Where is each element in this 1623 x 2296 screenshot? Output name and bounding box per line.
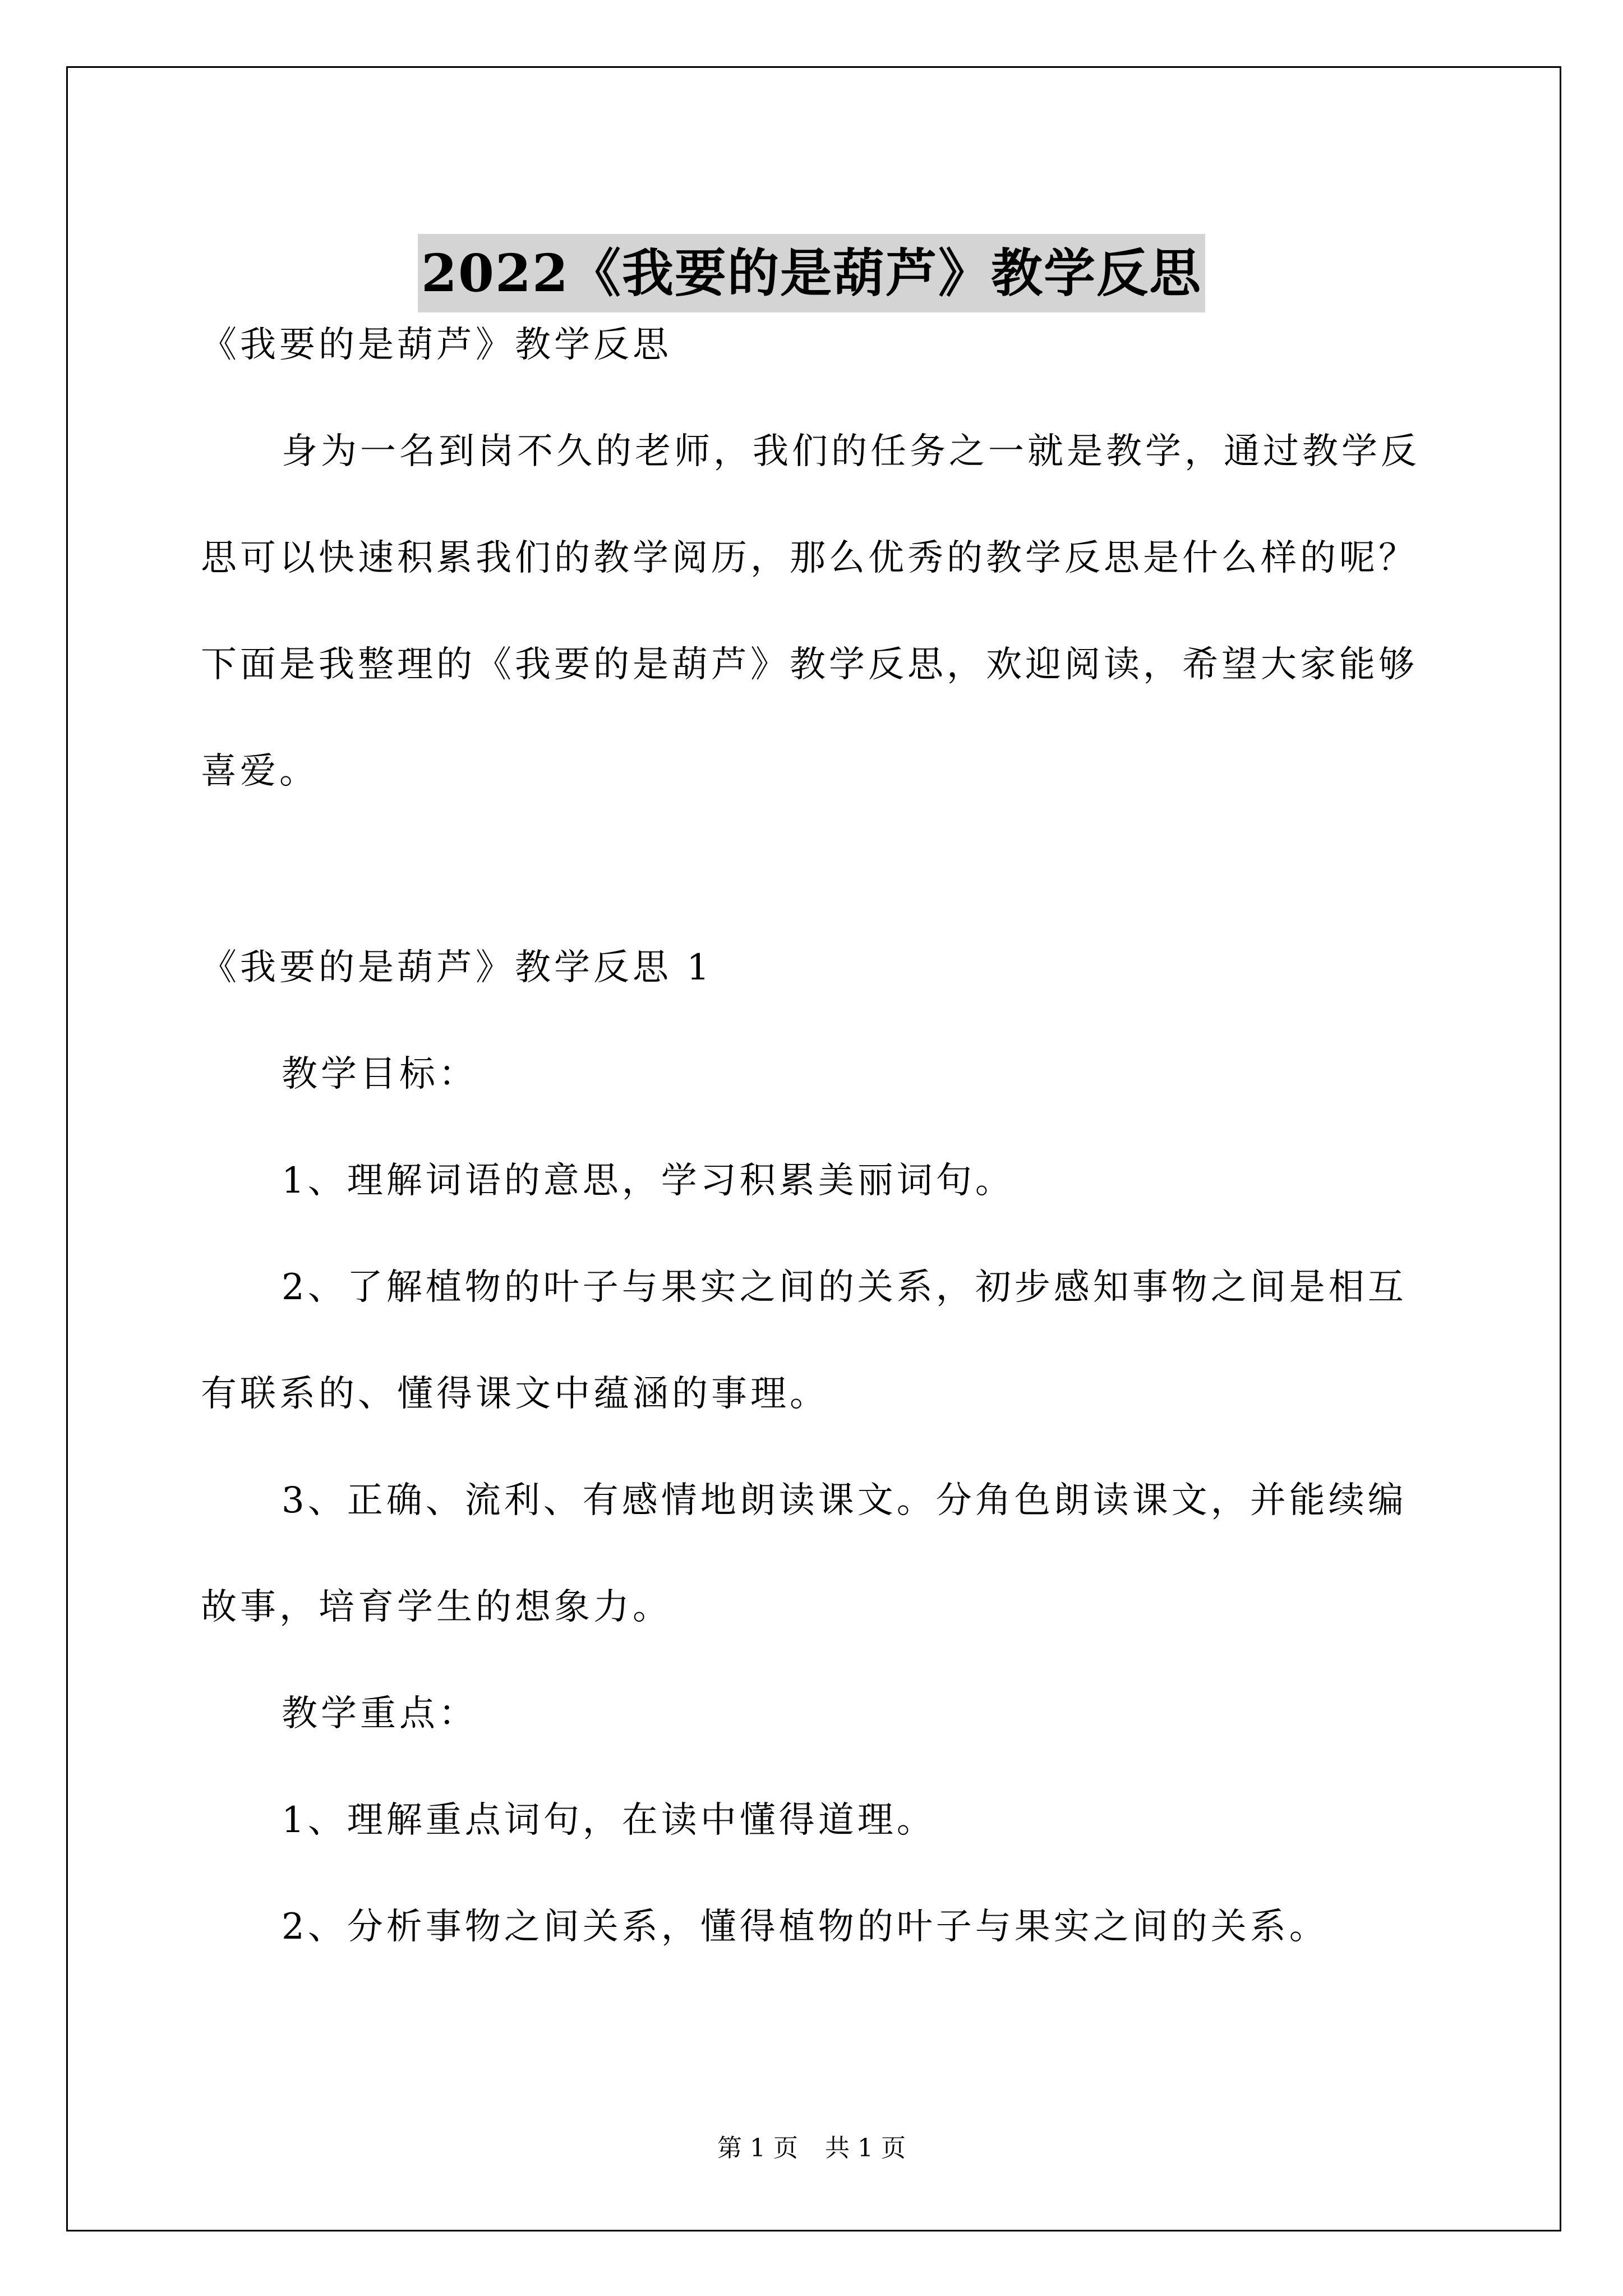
subtitle: 《我要的是葫芦》教学反思: [201, 324, 672, 366]
document-body: [201, 292, 1435, 1980]
objectives-label: 教学目标：: [282, 1053, 478, 1095]
intro-paragraph: 身为一名到岗不久的老师，我们的任务之一就是教学，通过教学反思可以快速积累我们的教学阅历，那么优秀的教学反思是什么样的呢？下面是我整理的《我要的是葫芦》教学反思，欢迎阅读，希望大家能够喜爱。: [201, 431, 1420, 792]
page-number: 第 1 页: [717, 2134, 798, 2162]
key-points-label: 教学重点：: [282, 1693, 478, 1734]
objective-item: 2、了解植物的叶子与果实之间的关系，初步感知事物之间是相互有联系的、懂得课文中蕴涵的事理。: [201, 1267, 1407, 1415]
page-footer: [0, 2132, 1623, 2165]
key-point-item: 2、分析事物之间关系，懂得植物的叶子与果实之间的关系。: [282, 1906, 1329, 1948]
page-total: 共 1 页: [825, 2134, 906, 2162]
section-gap: [201, 825, 1435, 914]
objective-item: 3、正确、流利、有感情地朗读课文。分角色朗读课文，并能续编故事，培育学生的想象力。: [201, 1480, 1407, 1628]
document-title: 2022《我要的是葫芦》教学反思: [418, 234, 1205, 312]
objective-item: 1、理解词语的意思，学习积累美丽词句。: [282, 1160, 1015, 1202]
key-point-item: 1、理解重点词句，在读中懂得道理。: [282, 1800, 936, 1841]
section-heading: 《我要的是葫芦》教学反思 1: [201, 947, 713, 988]
